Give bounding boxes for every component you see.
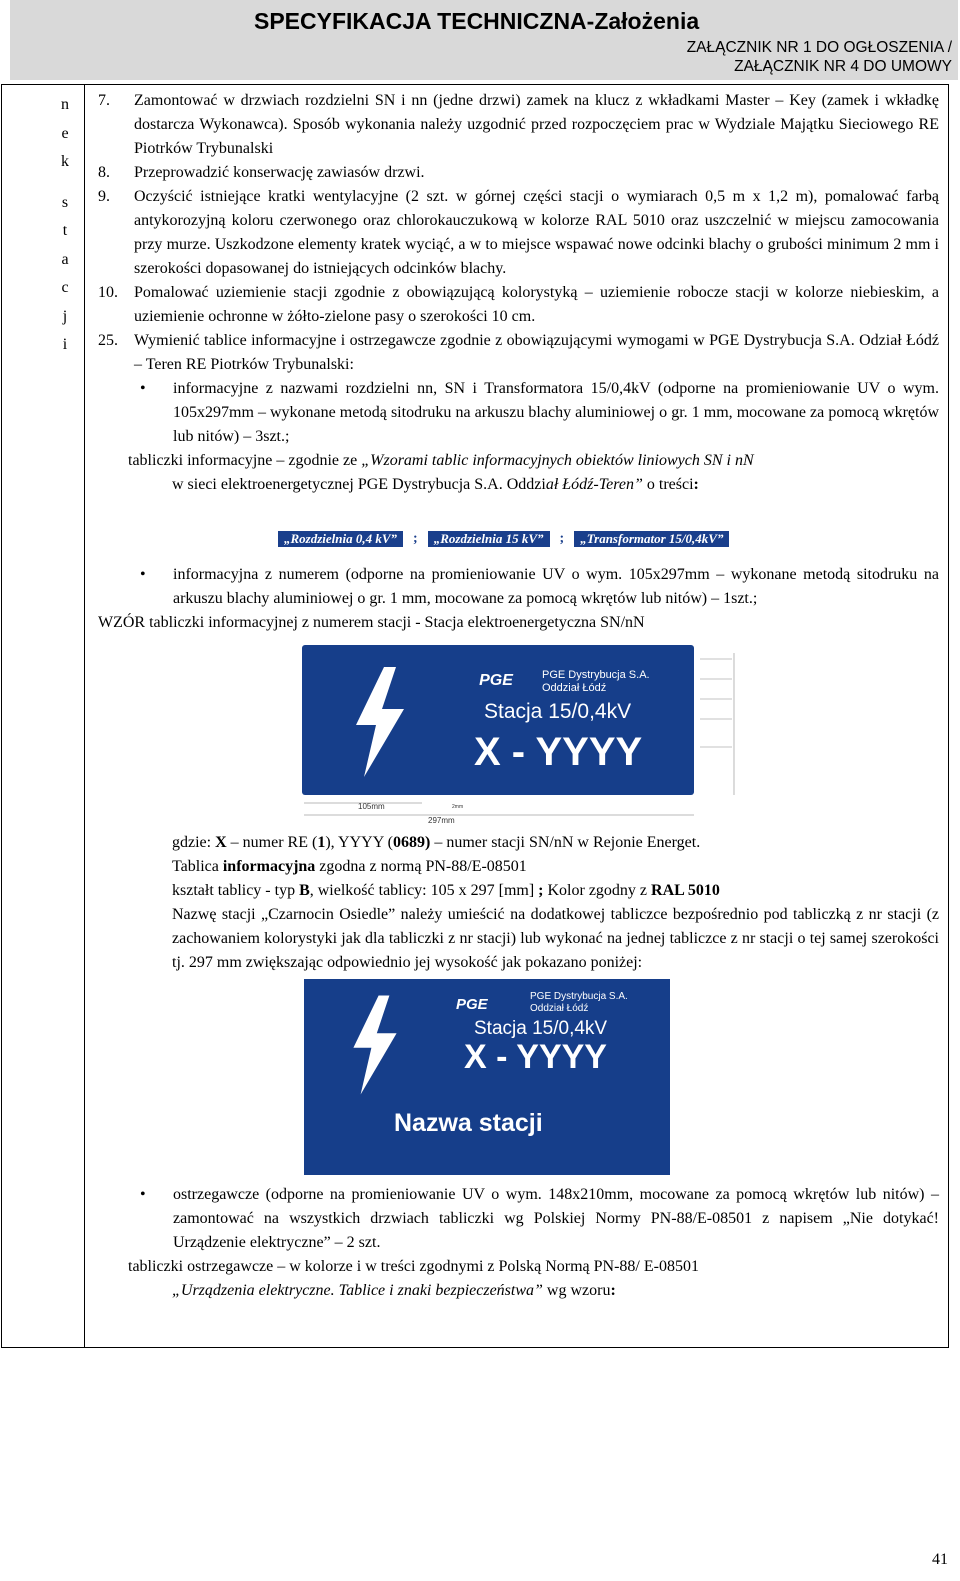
sidebar-letter: a: [61, 250, 69, 268]
bullet-informacyjna: [98, 563, 939, 611]
company-line: PGE Dystrybucja S.A.: [530, 991, 628, 1002]
tabliczki-ostrzegawcze: [98, 1255, 939, 1303]
sidebar-letter: i: [62, 336, 68, 353]
bold-run: informacyjna: [222, 858, 316, 875]
item-text: Pomalować uziemienie stacji zgodnie z obowiązującą kolorystyką – uziemienie robocze stacji w kolorze niebieskim, a uziemienie ochronne w żółto-zielone pasy o szerokości 10 cm.: [134, 284, 939, 325]
ksztalt-line: [172, 879, 939, 903]
text-run: tabliczki ostrzegawcze – w kolorze i w treści zgodnymi z Polską Normą PN-88/ E-08501: [128, 1258, 699, 1275]
header-line-1: ZAŁĄCZNIK NR 1 DO OGŁOSZENIA /: [686, 39, 952, 56]
bullet-informacyjne: [98, 377, 939, 449]
item-text: Zamontować w drzwiach rozdzielni SN i nn (jedne drzwi) zamek na klucz z wkładkami Master – Key (zamek i wkładkę dostarcza Wykonawca). Sposób wykonania należy uzgodnić przed rozpoczęciem prac w Wydziale Majątku Sieciowego RE Piotrków Trybunalski: [134, 92, 939, 157]
item-text: Przeprowadzić konserwację zawiasów drzwi.: [134, 164, 425, 181]
bullet-text: ostrzegawcze (odporne na promieniowanie UV o wym. 148x210mm, mocowane za pomocą wkrętów lub nitów) – zamontować na wszystkich drzwiach tabliczki wg Polskiej Normy PN-88/E-08501 z napisem „Nie dotykać! Urządzenie elektryczne” – 2 szt.: [173, 1186, 939, 1251]
header-title: SPECYFIKACJA TECHNICZNA-Założenia: [254, 8, 700, 34]
text-run: w sieci elektroenergetycznej PGE Dystrybucja S.A. Oddzi: [172, 476, 546, 493]
tabliczki-informacyjne: [98, 449, 939, 497]
sign-station-number: X - YYYY: [474, 730, 643, 774]
sign-description: [98, 831, 939, 975]
sidebar-column: [2, 85, 85, 1347]
item-number: 9.: [98, 188, 110, 205]
text-run: – numer RE (: [226, 834, 318, 851]
sign-station-type: Stacja 15/0,4kV: [474, 1018, 608, 1039]
sidebar-letters: [55, 91, 75, 360]
bold-run: 1: [317, 834, 326, 851]
tablica-line: [172, 855, 939, 879]
sign-company: [542, 669, 650, 695]
dim-label: 105mm: [358, 802, 385, 811]
item-text: Wymienić tablice informacyjne i ostrzegawcze zgodnie z obowiązującymi wymogami w PGE Dystrybucja S.A. Odział Łódź – Teren RE Piotrków Trybunalski:: [134, 332, 939, 373]
bold-run: RAL 5010: [651, 882, 720, 899]
bold-run: :: [693, 476, 699, 493]
label-rozdzielnia-15: „Rozdzielnia 15 kV”: [428, 531, 550, 547]
lightning-bolt-icon: [348, 995, 402, 1095]
dimension-lines-bottom: [302, 797, 694, 825]
bold-run: X: [215, 834, 227, 851]
sidebar-letter: s: [61, 193, 69, 211]
list-item-8: [98, 161, 939, 185]
text-run: ), YYYY (: [325, 834, 393, 851]
header-line-2: ZAŁĄCZNIK NR 4 DO UMOWY: [734, 58, 952, 75]
main-content: [98, 89, 939, 1303]
bold-run: 0689): [393, 834, 431, 851]
lightning-bolt-icon: [350, 667, 410, 777]
sign-company: [530, 991, 628, 1015]
bullet-dot: •: [140, 1186, 146, 1203]
content-frame: [1, 84, 949, 1348]
dimension-lines-right: [698, 649, 738, 799]
bullet-dot: •: [140, 566, 146, 583]
text-run: Tablica: [172, 858, 223, 875]
header-subtitle: [687, 38, 952, 76]
italic-run: „Urządzenia elektryczne. Tablice i znaki bezpieczeństwa”: [172, 1282, 543, 1299]
sign-station-number: X - YYYY: [464, 1038, 607, 1076]
list-item-7: [98, 89, 939, 161]
dim-label: 2mm: [452, 804, 464, 810]
text-run: o treści: [642, 476, 694, 493]
dim-label: 297mm: [428, 816, 455, 825]
item-number: 8.: [98, 164, 110, 181]
page-header: [10, 0, 958, 80]
italic-run: ał Łódź-Teren”: [545, 476, 643, 493]
sign-station-type: Stacja 15/0,4kV: [484, 700, 632, 723]
list-item-10: [98, 281, 939, 329]
text-run: wg wzoru: [542, 1282, 611, 1299]
sidebar-letter: j: [62, 307, 68, 325]
sign-illustration: [302, 645, 722, 825]
item-number: 7.: [98, 92, 110, 109]
list-item-25: [98, 329, 939, 377]
text-run: tabliczki informacyjne – zgodnie ze: [128, 452, 362, 469]
sidebar-letter: t: [62, 222, 68, 239]
bold-run: :: [610, 1282, 616, 1299]
pge-logo: PGE: [456, 996, 488, 1013]
bullet-text: informacyjna z numerem (odporne na promieniowanie UV o wym. 105x297mm – wykonane metodą sitodruku na arkuszu blachy aluminiowej o gr. 1 mm, mocowane za pomocą wkrętów lub nitów) – 1szt.;: [173, 566, 939, 607]
nazwe-paragraph: Nazwę stacji „Czarnocin Osiedle” należy umieścić na dodatkowej tabliczce bezpośrednio pod tabliczką z nr stacji (z zachowaniem kolorystyki jak dla tabliczki z nr stacji) lub wykonać na jednej tabliczce z nr stacji o tej samej szerokości tj. 297 mm zwiększając odpowiednio jej wysokość jak pokazano poniżej:: [172, 906, 939, 971]
label-rozdzielnia-04: „Rozdzielnia 0,4 kV”: [278, 531, 403, 547]
company-line: Oddział Łódź: [542, 682, 607, 694]
list-item-9: [98, 185, 939, 281]
item-number: 25.: [98, 332, 118, 349]
item-text: Oczyścić istniejące kratki wentylacyjne (2 szt. w górnej części stacji o wymiarach 0,5 m x 1,2 m), pomalować farbą antykorozyjną koloru czerwonego oraz chlorokauczukową w kolorze RAL 5010 oraz uszczelnić w miejscu zamocowania przy murze. Uszkodzone elementy kratek wyciąć, a w to miejsce wspawać nowe odcinki blachy o grubości minimum 2 mm i szerokości dopasowanej do istniejących odcinków blachy.: [134, 188, 939, 277]
bullet-ostrzegawcze: [98, 1183, 939, 1255]
station-sign: [302, 645, 694, 795]
bold-run: B: [299, 882, 310, 899]
text-run: zgodna z normą PN-88/E-08501: [315, 858, 527, 875]
label-transformator: „Transformator 15/0,4kV”: [574, 531, 729, 547]
wzor-heading: WZÓR tabliczki informacyjnej z numerem stacji - Stacja elektroenergetyczna SN/nN: [98, 614, 645, 631]
text-run: – numer stacji SN/nN w Rejonie Energet.: [430, 834, 701, 851]
sidebar-letter: k: [61, 153, 69, 170]
bold-run: ;: [538, 882, 544, 899]
italic-run: „Wzorami tablic informacyjnych obiektów liniowych SN i nN: [361, 452, 754, 469]
sidebar-letter: e: [61, 124, 69, 142]
company-line: PGE Dystrybucja S.A.: [542, 669, 650, 681]
bullet-text: informacyjne z nazwami rozdzielni nn, SN i Transformatora 15/0,4kV (odporne na promieniowanie UV o wym. 105x297mm – wykonane metodą sitodruku na arkuszu blachy aluminiowej o gr. 1 mm, mocowane za pomocą wkrętów lub nitów) – 3szt.;: [173, 380, 939, 445]
sidebar-letter: c: [61, 279, 69, 296]
label-separator: ;: [559, 531, 565, 546]
label-examples: [278, 527, 939, 551]
station-sign-with-name: [304, 979, 670, 1175]
sidebar-letter: n: [61, 96, 69, 113]
text-run: Kolor zgodny z: [543, 882, 652, 899]
item-number: 10.: [98, 284, 118, 301]
label-separator: ;: [413, 531, 418, 546]
company-line: Oddział Łódź: [530, 1003, 589, 1014]
text-run: , wielkość tablicy: 105 x 297 [mm]: [309, 882, 539, 899]
sign-station-name: Nazwa stacji: [394, 1109, 543, 1137]
text-run: kształt tablicy - typ: [172, 882, 300, 899]
bullet-dot: •: [140, 380, 146, 397]
pge-logo: PGE: [479, 672, 513, 689]
text-run: gdzie:: [172, 834, 216, 851]
page-number: 41: [932, 1551, 948, 1568]
gdzie-line: [172, 831, 939, 855]
